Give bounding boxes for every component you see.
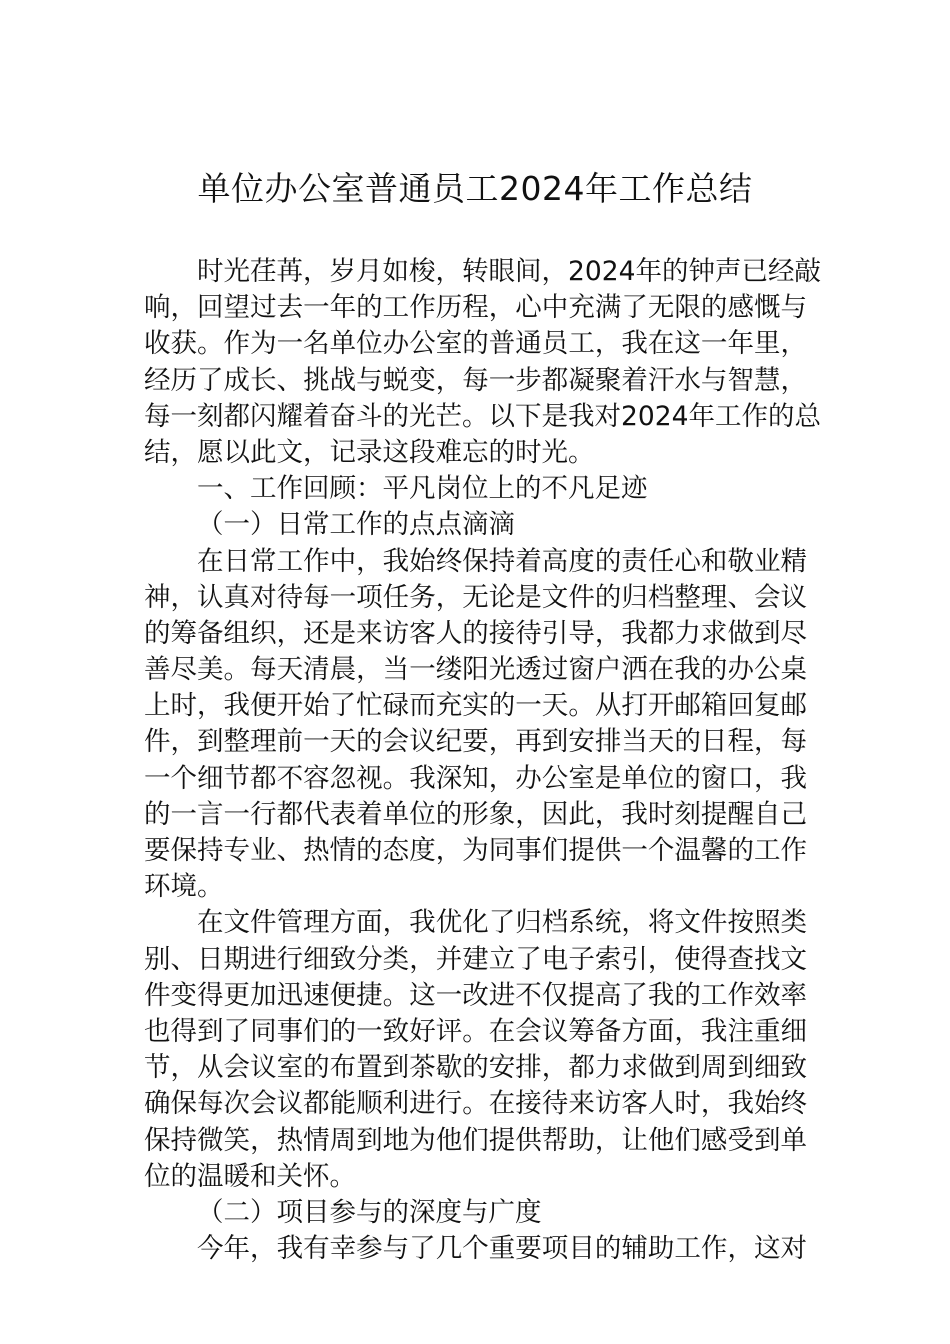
paragraph-line: 的筹备组织，还是来访客人的接待引导，我都力求做到尽 xyxy=(144,617,807,649)
paragraph-line: 的一言一行都代表着单位的形象，因此，我时刻提醒自己 xyxy=(144,798,807,830)
paragraph-line: 今年，我有幸参与了几个重要项目的辅助工作，这对 xyxy=(197,1233,807,1265)
paragraph-line: 别、日期进行细致分类，并建立了电子索引，使得查找文 xyxy=(144,943,807,975)
paragraph-line: 保持微笑，热情周到地为他们提供帮助，让他们感受到单 xyxy=(144,1124,807,1156)
paragraph-line: 也得到了同事们的一致好评。在会议筹备方面，我注重细 xyxy=(144,1015,807,1047)
paragraph-line: 响，回望过去一年的工作历程，心中充满了无限的感慨与 xyxy=(144,292,807,324)
subsection-heading: （二）项目参与的深度与广度 xyxy=(197,1196,542,1228)
subsection-heading: （一）日常工作的点点滴滴 xyxy=(197,509,515,541)
paragraph-line: 在文件管理方面，我优化了归档系统，将文件按照类 xyxy=(197,907,807,939)
paragraph-line: 一个细节都不容忽视。我深知，办公室是单位的窗口，我 xyxy=(144,762,807,794)
paragraph-line: 节，从会议室的布置到茶歇的安排，都力求做到周到细致 xyxy=(144,1052,807,1084)
paragraph-line: 收获。作为一名单位办公室的普通员工，我在这一年里， xyxy=(144,328,807,360)
paragraph-line: 位的温暖和关怀。 xyxy=(144,1160,356,1192)
paragraph-line: 经历了成长、挑战与蜕变，每一步都凝聚着汗水与智慧， xyxy=(144,364,807,396)
paragraph-line: 在日常工作中，我始终保持着高度的责任心和敬业精 xyxy=(197,545,807,577)
paragraph-line: 要保持专业、热情的态度，为同事们提供一个温馨的工作 xyxy=(144,835,807,866)
paragraph-line: 结，愿以此文，记录这段难忘的时光。 xyxy=(144,436,595,468)
page-title: 单位办公室普通员工2024年工作总结 xyxy=(197,169,753,208)
paragraph-line: 时光荏苒，岁月如梭，转眼间，2024年的钟声已经敲 xyxy=(197,256,821,287)
paragraph-line: 上时，我便开始了忙碌而充实的一天。从打开邮箱回复邮 xyxy=(144,690,807,722)
paragraph-line: 件变得更加迅速便捷。这一改进不仅提高了我的工作效率 xyxy=(144,979,807,1011)
paragraph-line: 善尽美。每天清晨，当一缕阳光透过窗户洒在我的办公桌 xyxy=(144,654,807,686)
paragraph-line: 神，认真对待每一项任务，无论是文件的归档整理、会议 xyxy=(144,581,807,613)
paragraph-line: 确保每次会议都能顺利进行。在接待来访客人时，我始终 xyxy=(144,1088,807,1120)
paragraph-line: 环境。 xyxy=(144,871,224,903)
paragraph-line: 件，到整理前一天的会议纪要，再到安排当天的日程，每 xyxy=(144,726,807,758)
document-body xyxy=(144,254,821,1267)
paragraph-line: 每一刻都闪耀着奋斗的光芒。以下是我对2024年工作的总 xyxy=(144,400,821,432)
section-heading: 一、工作回顾：平凡岗位上的不凡足迹 xyxy=(197,473,648,505)
